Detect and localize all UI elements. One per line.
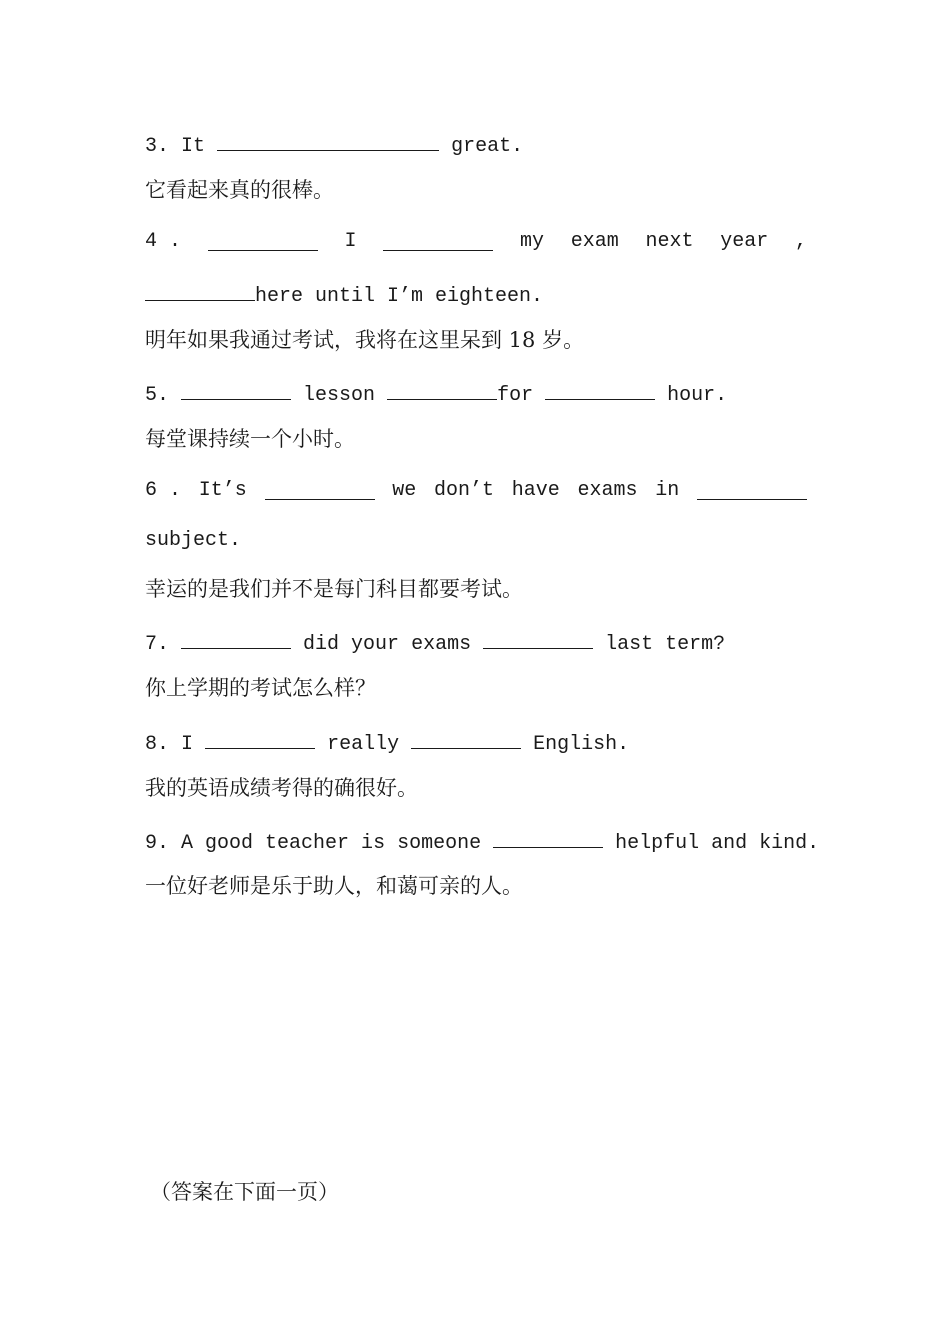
answer-blank[interactable]	[483, 630, 593, 649]
item-3-chinese: 它看起来真的很棒。	[145, 178, 334, 202]
item-6-english-line2: subject.	[145, 529, 242, 552]
answer-note: （答案在下面一页）	[150, 1180, 339, 1204]
item-7-english: 7. did your exams last term?	[145, 630, 725, 655]
item-4-chinese: 明年如果我通过考试，我将在这里呆到 18 岁。	[145, 328, 585, 352]
item-4-english-line1: 4 . I my exam next year ,	[145, 230, 807, 253]
item-7-chinese: 你上学期的考试怎么样？	[145, 676, 376, 700]
answer-blank[interactable]	[265, 481, 375, 500]
item-9-chinese: 一位好老师是乐于助人，和蔼可亲的人。	[145, 874, 523, 898]
item-5-english: 5. lesson for hour.	[145, 381, 727, 406]
answer-blank[interactable]	[208, 232, 318, 251]
item-3-english: 3. It great.	[145, 132, 523, 157]
item-number: 3.	[145, 135, 170, 158]
answer-blank[interactable]	[205, 730, 315, 749]
answer-blank[interactable]	[181, 630, 291, 649]
item-number: 8.	[145, 733, 170, 756]
answer-blank[interactable]	[145, 282, 255, 301]
item-6-chinese: 幸运的是我们并不是每门科目都要考试。	[145, 577, 523, 601]
item-6-english-line1: 6 . It’s we don’t have exams in	[145, 481, 807, 501]
answer-blank[interactable]	[181, 381, 291, 400]
answer-blank[interactable]	[217, 132, 439, 151]
answer-blank[interactable]	[411, 730, 521, 749]
item-number: 9.	[145, 832, 170, 855]
item-number: 6 .	[145, 479, 182, 502]
item-5-chinese: 每堂课持续一个小时。	[145, 427, 355, 451]
item-number: 5.	[145, 384, 170, 407]
answer-blank[interactable]	[493, 829, 603, 848]
answer-blank[interactable]	[383, 232, 493, 251]
item-number: 4 .	[145, 230, 182, 253]
item-8-chinese: 我的英语成绩考得的确很好。	[145, 776, 418, 800]
answer-blank[interactable]	[545, 381, 655, 400]
item-number: 7.	[145, 633, 170, 656]
item-9-english: 9. A good teacher is someone helpful and kind.	[145, 829, 819, 854]
answer-blank[interactable]	[387, 381, 497, 400]
answer-blank[interactable]	[697, 481, 807, 500]
item-8-english: 8. I really English.	[145, 730, 629, 755]
item-4-english-line2: here until I’m eighteen.	[145, 282, 543, 307]
